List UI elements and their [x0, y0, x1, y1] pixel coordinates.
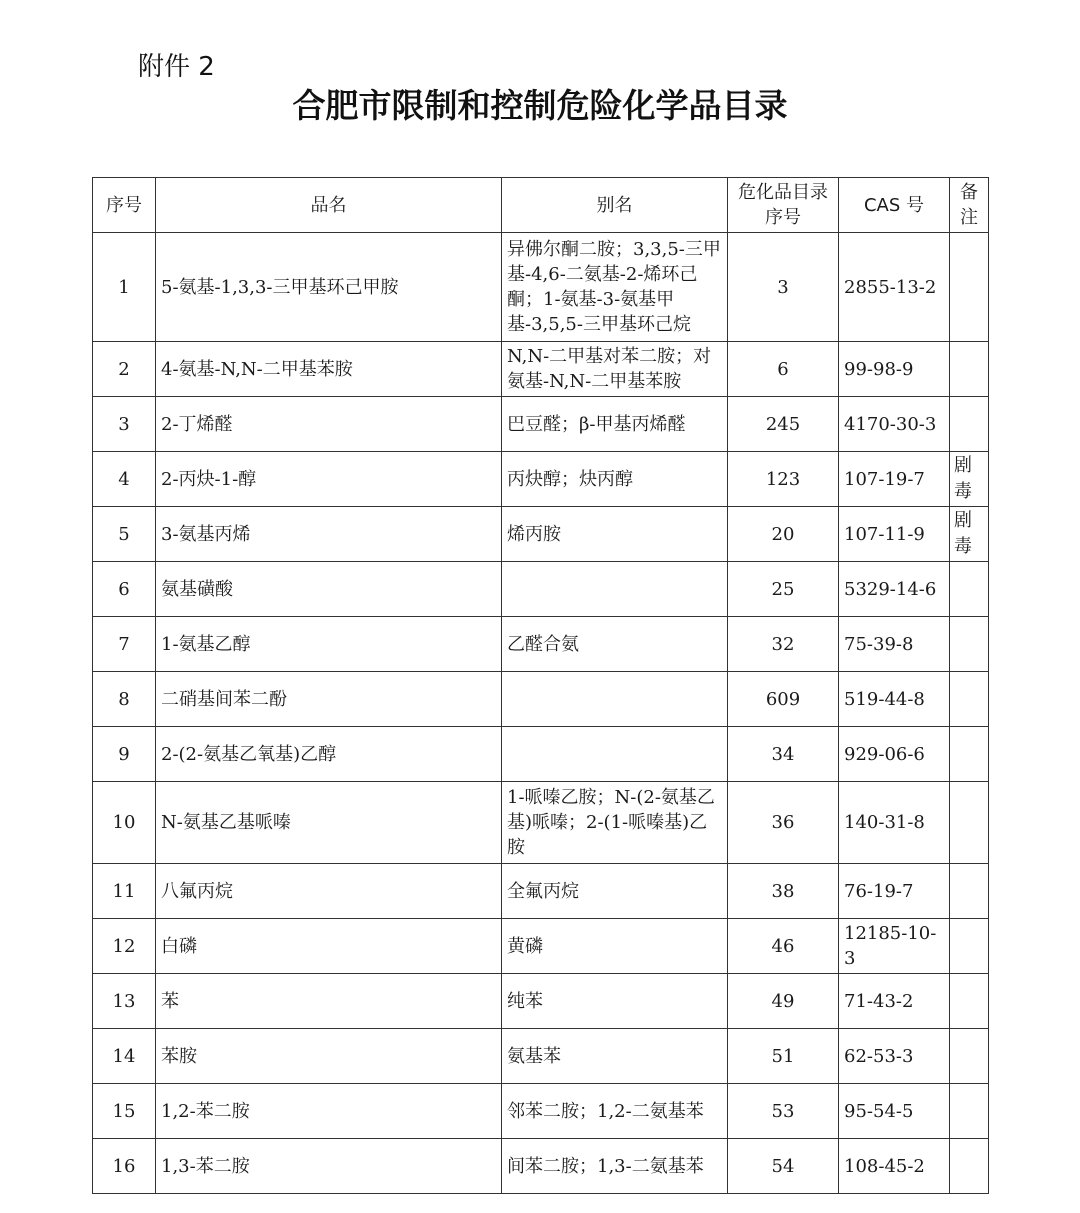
table-row	[93, 974, 989, 1029]
row-cas: 75-39-8	[839, 617, 950, 672]
row-note: 剧毒	[950, 452, 989, 507]
row-no: 14	[93, 1029, 156, 1084]
row-alias	[502, 727, 728, 782]
row-cas: 62-53-3	[839, 1029, 950, 1084]
row-note: 剧毒	[950, 507, 989, 562]
table-row	[93, 452, 989, 507]
row-alias: 间苯二胺；1,3-二氨基苯	[502, 1139, 728, 1194]
row-catalog-no: 123	[728, 452, 839, 507]
row-no: 15	[93, 1084, 156, 1139]
row-note	[950, 782, 989, 864]
row-alias: 黄磷	[502, 919, 728, 974]
document-title: 合肥市限制和控制危险化学品目录	[292, 86, 788, 125]
row-no: 12	[93, 919, 156, 974]
table-row	[93, 562, 989, 617]
row-note	[950, 727, 989, 782]
note-header-line1: 备	[960, 182, 978, 203]
catalog-no-header-line2: 序号	[765, 207, 801, 228]
row-no: 3	[93, 397, 156, 452]
row-note	[950, 397, 989, 452]
table-header-row	[93, 178, 989, 233]
table-row	[93, 617, 989, 672]
table-row	[93, 1084, 989, 1139]
row-no: 5	[93, 507, 156, 562]
row-catalog-no: 49	[728, 974, 839, 1029]
row-cas: 108-45-2	[839, 1139, 950, 1194]
row-alias: 丙炔醇；炔丙醇	[502, 452, 728, 507]
row-alias: 纯苯	[502, 974, 728, 1029]
column-header-alias: 别名	[502, 178, 728, 233]
row-catalog-no: 36	[728, 782, 839, 864]
column-header-catalog-no	[728, 178, 839, 233]
row-alias: 异佛尔酮二胺；3,3,5-三甲基-4,6-二氨基-2-烯环己酮；1-氨基-3-氨基甲基-3,5,5-三甲基环己烷	[502, 233, 728, 342]
row-name: N-氨基乙基哌嗪	[156, 782, 502, 864]
note-header-line2: 注	[960, 207, 978, 228]
row-name: 氨基磺酸	[156, 562, 502, 617]
attachment-label: 附件 2	[138, 52, 215, 82]
row-alias: 乙醛合氨	[502, 617, 728, 672]
row-no: 6	[93, 562, 156, 617]
row-cas: 71-43-2	[839, 974, 950, 1029]
row-cas: 107-11-9	[839, 507, 950, 562]
row-note	[950, 342, 989, 397]
row-no: 2	[93, 342, 156, 397]
row-name: 5-氨基-1,3,3-三甲基环己甲胺	[156, 233, 502, 342]
table-row	[93, 919, 989, 974]
row-no: 10	[93, 782, 156, 864]
column-header-note	[950, 178, 989, 233]
row-cas: 140-31-8	[839, 782, 950, 864]
table-row	[93, 233, 989, 342]
row-alias	[502, 562, 728, 617]
row-catalog-no: 38	[728, 864, 839, 919]
row-catalog-no: 46	[728, 919, 839, 974]
row-no: 13	[93, 974, 156, 1029]
row-name: 2-丙炔-1-醇	[156, 452, 502, 507]
row-note	[950, 1029, 989, 1084]
row-name: 3-氨基丙烯	[156, 507, 502, 562]
column-header-name: 品名	[156, 178, 502, 233]
row-catalog-no: 32	[728, 617, 839, 672]
catalog-no-header-line1: 危化品目录	[738, 182, 828, 203]
row-alias: N,N-二甲基对苯二胺；对氨基-N,N-二甲基苯胺	[502, 342, 728, 397]
row-no: 1	[93, 233, 156, 342]
row-catalog-no: 54	[728, 1139, 839, 1194]
row-cas: 519-44-8	[839, 672, 950, 727]
row-alias	[502, 672, 728, 727]
row-alias: 邻苯二胺；1,2-二氨基苯	[502, 1084, 728, 1139]
row-cas: 107-19-7	[839, 452, 950, 507]
row-note	[950, 562, 989, 617]
row-name: 苯	[156, 974, 502, 1029]
row-no: 9	[93, 727, 156, 782]
row-note	[950, 919, 989, 974]
row-note	[950, 617, 989, 672]
row-cas: 76-19-7	[839, 864, 950, 919]
column-header-no: 序号	[93, 178, 156, 233]
row-cas: 2855-13-2	[839, 233, 950, 342]
row-note	[950, 1084, 989, 1139]
row-catalog-no: 245	[728, 397, 839, 452]
row-cas: 4170-30-3	[839, 397, 950, 452]
row-name: 八氟丙烷	[156, 864, 502, 919]
row-note	[950, 233, 989, 342]
row-cas: 929-06-6	[839, 727, 950, 782]
row-cas: 12185-10-3	[839, 919, 950, 974]
row-alias: 氨基苯	[502, 1029, 728, 1084]
row-name: 1-氨基乙醇	[156, 617, 502, 672]
column-header-cas: CAS 号	[839, 178, 950, 233]
row-catalog-no: 51	[728, 1029, 839, 1084]
table-row	[93, 1139, 989, 1194]
table-row	[93, 782, 989, 864]
row-name: 二硝基间苯二酚	[156, 672, 502, 727]
row-name: 白磷	[156, 919, 502, 974]
row-name: 4-氨基-N,N-二甲基苯胺	[156, 342, 502, 397]
row-note	[950, 974, 989, 1029]
row-alias: 1-哌嗪乙胺；N-(2-氨基乙基)哌嗪；2-(1-哌嗪基)乙胺	[502, 782, 728, 864]
row-cas: 99-98-9	[839, 342, 950, 397]
table-row	[93, 507, 989, 562]
row-cas: 5329-14-6	[839, 562, 950, 617]
row-no: 8	[93, 672, 156, 727]
row-catalog-no: 3	[728, 233, 839, 342]
table-row	[93, 864, 989, 919]
table-row	[93, 397, 989, 452]
row-alias: 全氟丙烷	[502, 864, 728, 919]
row-no: 7	[93, 617, 156, 672]
row-alias: 烯丙胺	[502, 507, 728, 562]
row-catalog-no: 34	[728, 727, 839, 782]
row-name: 1,3-苯二胺	[156, 1139, 502, 1194]
row-no: 16	[93, 1139, 156, 1194]
row-catalog-no: 609	[728, 672, 839, 727]
row-cas: 95-54-5	[839, 1084, 950, 1139]
row-note	[950, 864, 989, 919]
row-name: 2-(2-氨基乙氧基)乙醇	[156, 727, 502, 782]
row-name: 苯胺	[156, 1029, 502, 1084]
row-catalog-no: 53	[728, 1084, 839, 1139]
row-no: 4	[93, 452, 156, 507]
row-name: 2-丁烯醛	[156, 397, 502, 452]
table-row	[93, 1029, 989, 1084]
row-no: 11	[93, 864, 156, 919]
row-note	[950, 1139, 989, 1194]
row-catalog-no: 20	[728, 507, 839, 562]
row-alias: 巴豆醛；β-甲基丙烯醛	[502, 397, 728, 452]
row-catalog-no: 6	[728, 342, 839, 397]
table-row	[93, 727, 989, 782]
table-row	[93, 342, 989, 397]
chemical-catalog-table	[92, 177, 989, 1194]
row-name: 1,2-苯二胺	[156, 1084, 502, 1139]
row-catalog-no: 25	[728, 562, 839, 617]
table-row	[93, 672, 989, 727]
row-note	[950, 672, 989, 727]
